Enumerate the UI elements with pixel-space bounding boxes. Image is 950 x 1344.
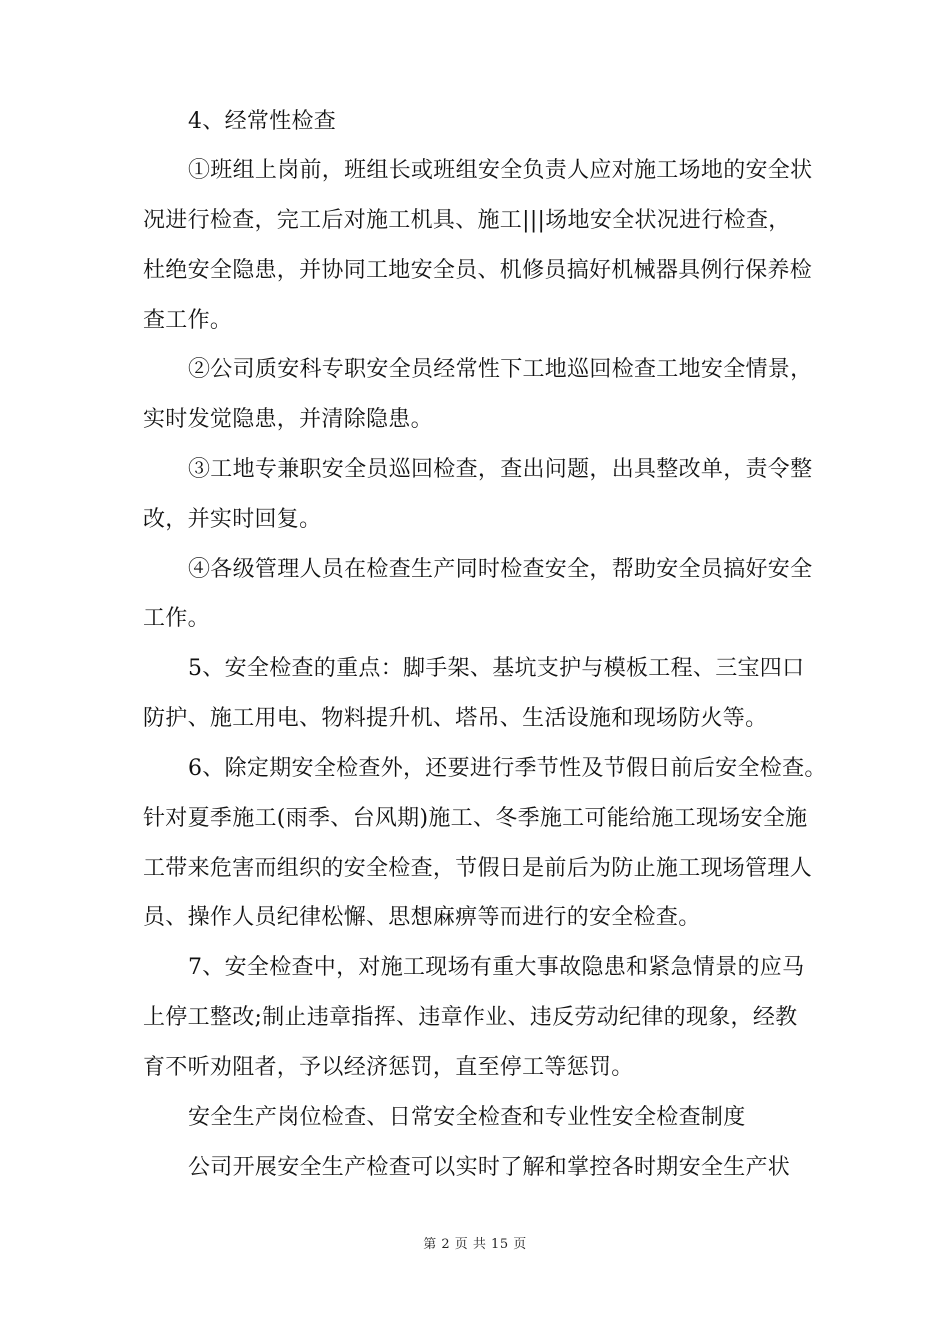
paragraph-line: 实时发觉隐患，并清除隐患。 xyxy=(143,407,433,432)
paragraph-line: 公司开展安全生产检查可以实时了解和掌控各时期安全生产状 xyxy=(188,1155,791,1180)
paragraph-line: 工作。 xyxy=(143,606,210,631)
paragraph-line: 杜绝安全隐患，并协同工地安全员、机修员搞好机械器具例行保养检 xyxy=(143,258,813,283)
paragraph-line: 4、经常性检查 xyxy=(188,109,337,134)
paragraph-line: 针对夏季施工(雨季、台风期)施工、冬季施工可能给施工现场安全施 xyxy=(143,806,808,831)
section-heading: 安全生产岗位检查、日常安全检查和专业性安全检查制度 xyxy=(188,1105,746,1130)
paragraph-line: 工带来危害而组织的安全检查，节假日是前后为防止施工现场管理人 xyxy=(143,856,813,881)
paragraph-line: 改，并实时回复。 xyxy=(143,507,322,532)
paragraph-line: 6、除定期安全检查外，还要进行季节性及节假日前后安全检查。 xyxy=(188,756,827,781)
paragraph-line: 上停工整改;制止违章指挥、违章作业、违反劳动纪律的现象，经教 xyxy=(143,1005,798,1030)
paragraph-line: 员、操作人员纪律松懈、思想麻痹等而进行的安全检查。 xyxy=(143,905,701,930)
paragraph-line: ②公司质安科专职安全员经常性下工地巡回检查工地安全情景， xyxy=(188,357,813,382)
paragraph-line: 查工作。 xyxy=(143,308,233,333)
paragraph-line: 5、安全检查的重点：脚手架、基坑支护与模板工程、三宝四口 xyxy=(188,656,805,681)
paragraph-line: 防护、施工用电、物料提升机、塔吊、生活设施和现场防火等。 xyxy=(143,706,768,731)
paragraph-line: 7、安全检查中，对施工现场有重大事故隐患和紧急情景的应马 xyxy=(188,955,805,980)
page-number-footer: 第 2 页 共 15 页 xyxy=(423,1237,527,1252)
paragraph-line: 况进行检查，完工后对施工机具、施工|||场地安全状况进行检查， xyxy=(143,208,791,233)
paragraph-line: ①班组上岗前，班组长或班组安全负责人应对施工场地的安全状 xyxy=(188,158,813,183)
paragraph-line: ③工地专兼职安全员巡回检查，查出问题，出具整改单，责令整 xyxy=(188,457,813,482)
paragraph-line: 育不听劝阻者，予以经济惩罚，直至停工等惩罚。 xyxy=(143,1055,634,1080)
paragraph-line: ④各级管理人员在检查生产同时检查安全，帮助安全员搞好安全 xyxy=(188,557,813,582)
